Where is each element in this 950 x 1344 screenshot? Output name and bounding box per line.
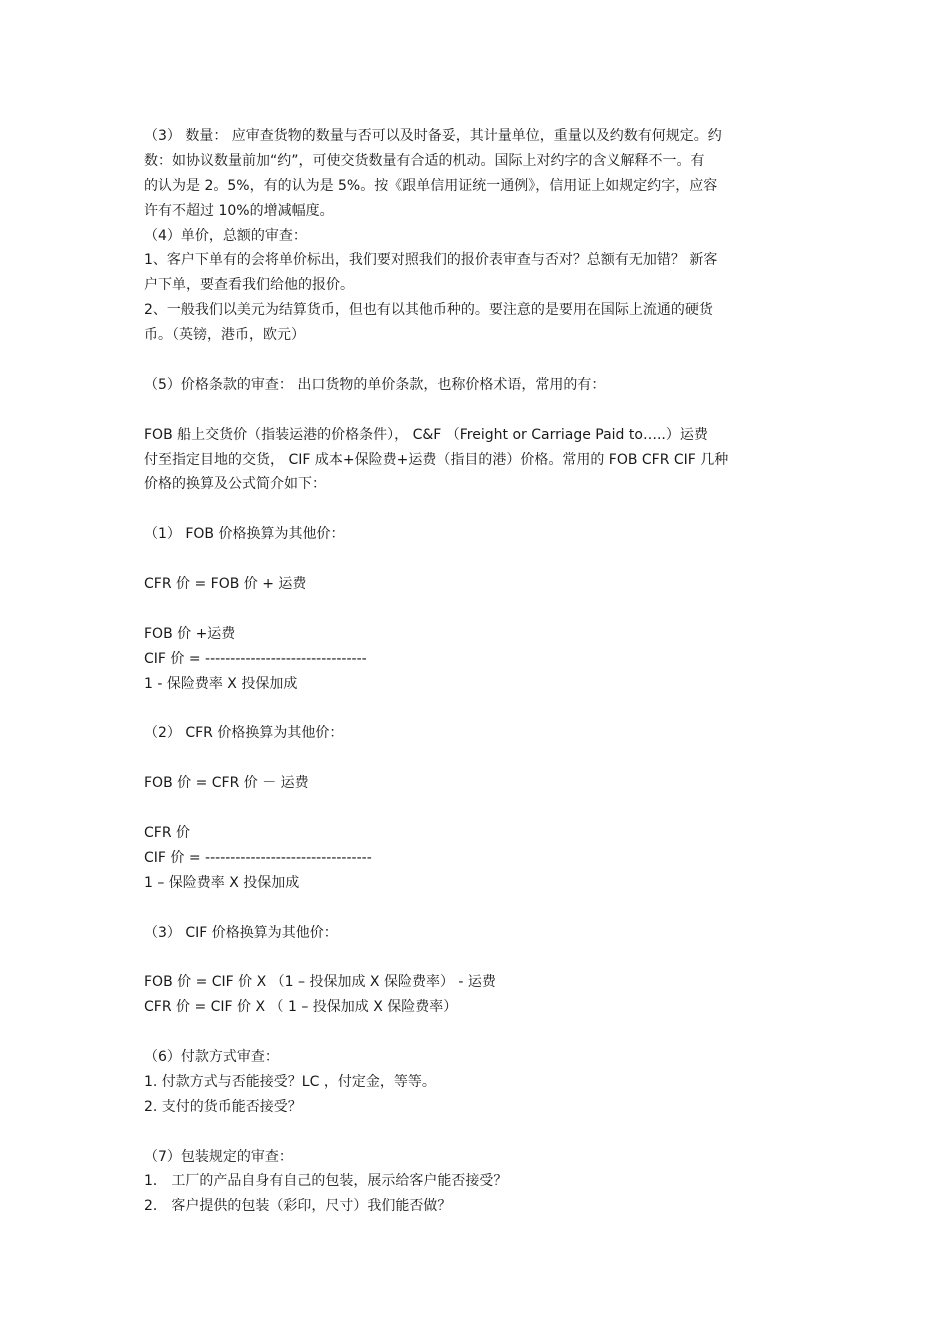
- blank-line: [144, 746, 809, 771]
- text-line: 付至指定目地的交货， CIF 成本+保险费+运费（指目的港）价格。常用的 FOB CFR CIF 几种: [144, 451, 729, 468]
- blank-line: [144, 1120, 809, 1145]
- formula-line: CFR 价 = CIF 价 X （ 1 – 投保加成 X 保险费率）: [144, 999, 458, 1016]
- text-line: 许有不超过 10%的增减幅度。: [144, 202, 334, 219]
- section-heading-packaging: （7）包装规定的审查：: [144, 1148, 293, 1165]
- blank-line: [144, 497, 809, 522]
- blank-line: [144, 348, 809, 373]
- formula-line: FOB 价 = CFR 价 － 运费: [144, 775, 309, 792]
- subheading-cfr-conversion: （2） CFR 价格换算为其他价：: [144, 725, 344, 742]
- blank-line: [144, 796, 809, 821]
- blank-line: [144, 597, 809, 622]
- text-line: 1. 付款方式与否能接受？LC ，付定金，等等。: [144, 1073, 436, 1090]
- blank-line: [144, 945, 809, 970]
- formula-denominator: 1 - 保险费率 X 投保加成: [144, 675, 298, 692]
- document-body: [144, 124, 809, 1219]
- section-heading-payment: （6）付款方式审查：: [144, 1048, 279, 1065]
- formula-numerator: CFR 价: [144, 824, 191, 841]
- text-line: 数：如协议数量前加“约”，可使交货数量有合适的机动。国际上对约字的含义解释不一。有: [144, 152, 705, 169]
- text-line: 1． 工厂的产品自身有自己的包装，展示给客户能否接受？: [144, 1173, 508, 1190]
- formula-line: FOB 价 = CIF 价 X （1 – 投保加成 X 保险费率） - 运费: [144, 974, 496, 991]
- blank-line: [144, 1020, 809, 1045]
- formula-line: CFR 价 = FOB 价 + 运费: [144, 576, 307, 593]
- blank-line: [144, 896, 809, 921]
- blank-line: [144, 696, 809, 721]
- text-line: 2． 客户提供的包装（彩印，尺寸）我们能否做？: [144, 1198, 452, 1215]
- formula-numerator: FOB 价 +运费: [144, 625, 236, 642]
- text-line: 的认为是 2。5%，有的认为是 5%。按《跟单信用证统一通例》，信用证上如规定约字，应容: [144, 177, 718, 194]
- text-line: FOB 船上交货价（指装运港的价格条件）， C&F （Freight or Carriage Paid to…..）运费: [144, 426, 708, 443]
- blank-line: [144, 398, 809, 423]
- text-line: 价格的换算及公式简介如下：: [144, 476, 326, 493]
- formula-line: CIF 价 = ---------------------------------: [144, 849, 372, 866]
- formula-line: CIF 价 = --------------------------------: [144, 650, 367, 667]
- text-line: 币。（英镑，港币，欧元）: [144, 327, 305, 344]
- text-line: 户下单，要查看我们给他的报价。: [144, 277, 354, 294]
- formula-denominator: 1 – 保险费率 X 投保加成: [144, 874, 300, 891]
- text-line: 2. 支付的货币能否接受？: [144, 1098, 302, 1115]
- section-heading-price-terms: （5）价格条款的审查： 出口货物的单价条款，也称价格术语，常用的有：: [144, 376, 606, 393]
- section-heading-unit-price: （4）单价，总额的审查：: [144, 227, 307, 244]
- subheading-fob-conversion: （1） FOB 价格换算为其他价：: [144, 526, 345, 543]
- text-line: （3） 数量： 应审查货物的数量与否可以及时备妥，其计量单位，重量以及约数有何规定。约: [144, 128, 722, 144]
- subheading-cif-conversion: （3） CIF 价格换算为其他价：: [144, 924, 338, 941]
- text-line: 2、一般我们以美元为结算货币，但也有以其他币种的。要注意的是要用在国际上流通的硬货: [144, 302, 713, 319]
- text-line: 1、客户下单有的会将单价标出，我们要对照我们的报价表审查与否对？总额有无加错？ 新客: [144, 252, 718, 269]
- blank-line: [144, 547, 809, 572]
